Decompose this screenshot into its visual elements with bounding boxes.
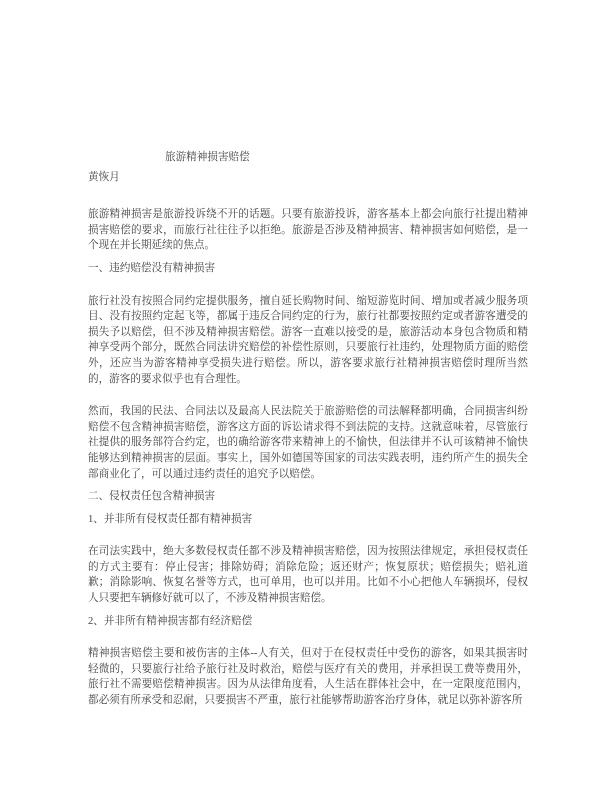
section-heading: 二、侵权责任包含精神损害 bbox=[88, 491, 216, 503]
body-paragraph: 旅行社没有按照合同约定提供服务，擅自延长购物时间、缩短游览时间、增加或者减少服务项目、没有按照约定起飞等，都属于违反合同约定的行为，旅行社都要按照约定或者游客遭受的损失予以赔偿，但不涉及精神损害赔偿。游客一直难以接受的是，旅游活动本身包含物质和精神享受两个部分，既然合同法讲究赔偿的补偿性原则，只要旅行社违约，处理物质方面的赔偿外，还应当为游客精神享受损失进行赔偿。所以，游客要求旅行社精神损害赔偿时理所当然的，游客的要求似乎也有合理性。 bbox=[88, 295, 528, 385]
body-paragraph: 然而，我国的民法、合同法以及最高人民法院关于旅游赔偿的司法解释都明确，合同损害纠纷赔偿不包含精神损害赔偿，游客这方面的诉讼请求得不到法院的支持。这就意味着，尽管旅行社提供的服务部符合约定，也的确给游客带来精神上的不愉快，但法律并不认可该精神不愉快能够达到精神损害的层面。事实上，国外如德国等国家的司法实践表明，违约所产生的损失全部商业化了，可以通过违约责任的追究予以赔偿。 bbox=[88, 406, 528, 480]
document-body bbox=[88, 207, 528, 708]
body-paragraph: 精神损害赔偿主要和被伤害的主体--人有关，但对于在侵权责任中受伤的游客，如果其损害时轻微的，只要旅行社给予旅行社及时救治，赔偿与医疗有关的费用，并承担误工费等费用外，旅行社不需要赔偿精神损害。因为从法律角度看，人生活在群体社会中，在一定限度范围内，都必须有所承受和忍耐，只要损害不严重，旅行社能够帮助游客治疗身体，就足以弥补游客所 bbox=[88, 648, 528, 707]
author-name: 黄恢月 bbox=[88, 171, 120, 183]
section-heading: 2、并非所有精神损害都有经济赔偿 bbox=[88, 615, 253, 627]
body-paragraph: 在司法实践中，绝大多数侵权责任都不涉及精神损害赔偿，因为按照法律规定，承担侵权责任的方式主要有：停止侵害；排除妨碍；消除危险；返还财产；恢复原状；赔偿损失；赔礼道歉；消除影响、恢复名誉等方式，也可单用，也可以并用。比如不小心把他人车辆损坏，侵权人只要把车辆修好就可以了，不涉及精神损害赔偿。 bbox=[88, 546, 528, 605]
section-heading: 一、违约赔偿没有精神损害 bbox=[88, 262, 216, 274]
body-paragraph: 旅游精神损害是旅游投诉绕不开的话题。只要有旅游投诉，游客基本上都会向旅行社提出精神损害赔偿的要求，而旅行社往往予以拒绝。旅游是否涉及精神损害、精神损害如何赔偿，是一个现在并长期延续的焦点。 bbox=[88, 209, 528, 252]
document-title: 旅游精神损害赔偿 bbox=[165, 152, 250, 163]
document-content bbox=[88, 150, 528, 709]
section-heading: 1、并非所有侵权责任都有精神损害 bbox=[88, 513, 253, 525]
